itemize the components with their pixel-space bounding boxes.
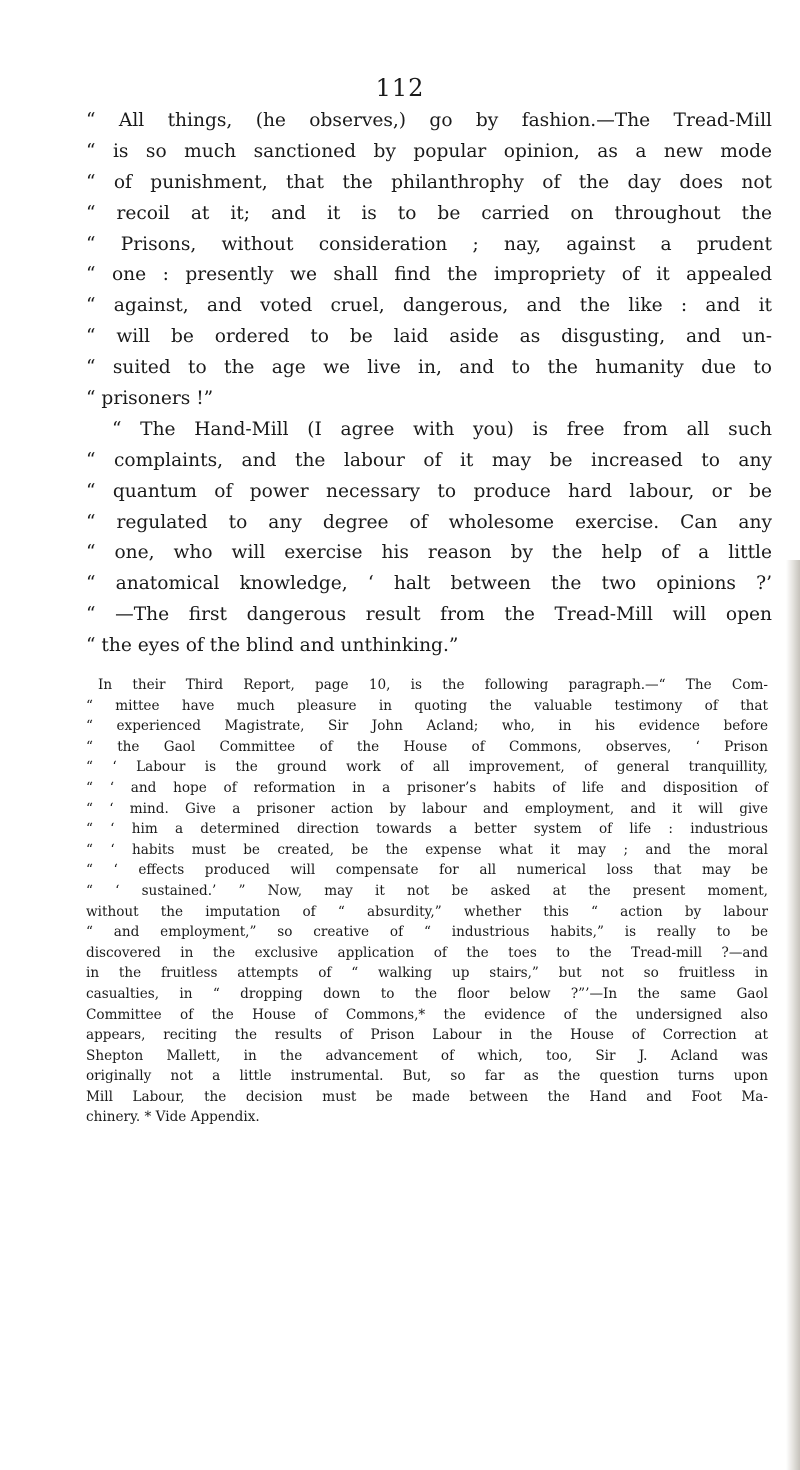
footnote-line: “ ‘ him a determined direction towards a better system of life : industrious [86,821,768,838]
footnote-line: In their Third Report, page 10, is the following paragraph.—“ The Com- [98,677,768,693]
footnote-line: “ ‘ mind. Give a prisoner action by labour and employment, and it will give [86,800,768,817]
footnote-line: originally not a little instrumental. But, so far as the question turns upon [86,1068,768,1085]
footnote-line: casualties, in “ dropping down to the floor below ?”’—In the same Gaol [86,985,768,1002]
footnote-line: “ and employment,” so creative of “ industrious habits,” is really to be [86,924,768,941]
footnote-line: in the fruitless attempts of “ walking up stairs,” but not so fruitless in [86,965,768,982]
main-text-line: “ All things, (he observes,) go by fashion.—The Tread-Mill [86,110,772,131]
main-text-line: “ one : presently we shall find the impropriety of it appealed [86,264,772,286]
footnote-line: Committee of the House of Commons,* the evidence of the undersigned also [86,1006,768,1023]
footnote-line: “ mittee have much pleasure in quoting the valuable testimony of that [86,697,768,714]
footnote-line: “ ‘ sustained.’ ” Now, may it not be asked at the present moment, [86,882,768,899]
main-text-line: “ quantum of power necessary to produce hard labour, or be [86,480,772,502]
footnote-block [86,675,768,1128]
footnote-line: Mill Labour, the decision must be made between the Hand and Foot Ma- [86,1088,768,1105]
footnote-line: discovered in the exclusive application of the toes to the Tread-mill ?—and [86,944,768,961]
footnote-line: chinery. * Vide Appendix. [86,1109,260,1126]
main-text-line: “ regulated to any degree of wholesome exercise. Can any [86,511,772,533]
main-text-line: “ against, and voted cruel, dangerous, and the like : and it [86,295,772,317]
main-text-line: “ one, who will exercise his reason by the help of a little [86,542,772,564]
footnote-line: “ ‘ effects produced will compensate for all numerical loss that may be [86,862,768,879]
footnote-line: “ ‘ habits must be created, be the expense what it may ; and the moral [86,841,768,858]
main-text-line: “ recoil at it; and it is to be carried on throughout the [86,202,772,224]
footnote-line: Shepton Mallett, in the advancement of which, too, Sir J. Acland was [86,1047,768,1064]
main-text-line: “ prisoners !” [86,388,214,410]
main-text-line: “ complaints, and the labour of it may be increased to any [86,449,772,471]
main-text-line: “ —The first dangerous result from the Tread-Mill will open [86,604,772,626]
page-edge-shadow [786,560,800,1470]
main-text-line: “ Prisons, without consideration ; nay, against a prudent [86,233,772,255]
page-number: 112 [375,74,425,102]
main-text-block [86,106,772,662]
footnote-line: “ experienced Magistrate, Sir John Acland; who, in his evidence before [86,718,768,735]
main-text-line: “ the eyes of the blind and unthinking.” [86,635,459,657]
footnote-line: without the imputation of “ absurdity,” whether this “ action by labour [86,903,768,920]
main-text-line: “ anatomical knowledge, ‘ halt between the two opinions ?’ [86,573,772,595]
main-text-line: “ suited to the age we live in, and to the humanity due to [86,357,772,379]
main-text-line: “ is so much sanctioned by popular opinion, as a new mode [86,140,772,162]
footnote-line: appears, reciting the results of Prison Labour in the House of Correction at [86,1027,768,1044]
main-text-line: “ of punishment, that the philanthrophy of the day does not [86,171,772,193]
main-text-line: “ The Hand-Mill (I agree with you) is free from all such [112,418,772,440]
main-text-line: “ will be ordered to be laid aside as disgusting, and un- [86,326,772,348]
footnote-line: “ ‘ Labour is the ground work of all improvement, of general tranquillity, [86,759,768,776]
footnote-line: “ the Gaol Committee of the House of Commons, observes, ‘ Prison [86,738,768,755]
footnote-line: “ ‘ and hope of reformation in a prisoner’s habits of life and disposition of [86,779,768,796]
